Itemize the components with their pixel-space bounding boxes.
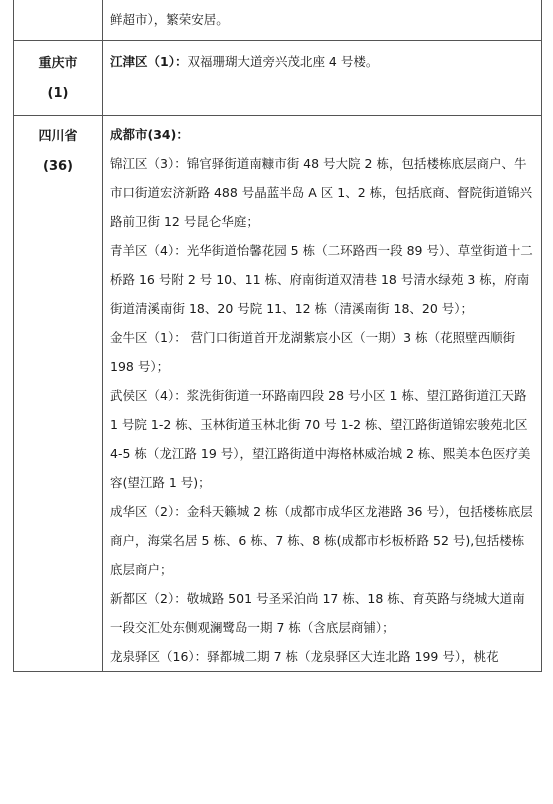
area-paragraph — [110, 47, 535, 76]
table-row — [14, 116, 542, 672]
area-text: 青羊区（4）：光华街道怡馨花园 5 栋（二环路西一段 89 号）、草堂街道十二桥路 16 号附 2 号 10、11 栋、府南街道双清巷 18 号清水绿苑 3 栋，府南街道清溪南街 18、20 号院 11、12 栋（清溪南街 18、20 号）； — [110, 243, 533, 316]
area-text: 武侯区（4）：浆洗街街道一环路南四段 28 号小区 1 栋、望江路街道江天路 1 号院 1-2 栋、玉林街道玉林北街 70 号 1-2 栋、望江路街道锦宏骏苑北区 4-5 栋（龙江路 19 号），望江路街道中海格林威治城 2 栋、熙美本色医疗美容(望江路 1 号)； — [110, 388, 531, 490]
province-name: 重庆市 — [38, 56, 78, 71]
area-text: 锦江区（3）：锦官驿街道南糠市街 48 号大院 2 栋，包括楼栋底层商户、牛市口街道宏济新路 488 号晶蓝半岛 A 区 1、2 栋，包括底商、督院街道锦兴路前卫街 12 号昆仑华庭； — [110, 156, 533, 229]
province-cell — [14, 41, 103, 116]
area-paragraph — [110, 381, 535, 497]
area-paragraph — [110, 642, 535, 671]
province-count: (1) — [47, 86, 69, 101]
area-paragraph — [110, 497, 535, 584]
city-heading — [110, 120, 535, 149]
area-cell — [103, 41, 542, 116]
district-label: 江津区（1）： — [110, 54, 188, 69]
table-row — [14, 0, 542, 41]
area-paragraph — [110, 236, 535, 323]
risk-area-table — [13, 0, 542, 672]
table-row — [14, 41, 542, 116]
area-text: 双福珊瑚大道旁兴茂北座 4 号楼。 — [187, 54, 379, 69]
province-cell — [14, 116, 103, 672]
province-count: (36) — [43, 159, 73, 174]
area-cell — [103, 116, 542, 672]
area-text: 龙泉驿区（16）：驿都城二期 7 栋（龙泉驿区大连北路 199 号），桃花 — [110, 649, 499, 664]
area-text: 鲜超市），繁荣安居。 — [110, 12, 229, 27]
area-paragraph — [110, 323, 535, 381]
area-paragraph — [110, 5, 535, 34]
province-cell — [14, 0, 103, 41]
area-text: 金牛区（1）： 营门口街道首开龙湖紫宸小区（一期）3 栋（花照壁西顺街 198 号）； — [110, 330, 516, 374]
area-paragraph — [110, 149, 535, 236]
province-name: 四川省 — [38, 129, 78, 144]
area-text: 成华区（2）：金科天籁城 2 栋（成都市成华区龙港路 36 号），包括楼栋底层商户，海棠名居 5 栋、6 栋、7 栋、8 栋(成都市杉板桥路 52 号),包括楼栋底层商户； — [110, 504, 533, 577]
area-text: 新都区（2）：敬城路 501 号圣采泊尚 17 栋、18 栋、育英路与绕城大道南一段交汇处东侧观澜鹭岛一期 7 栋（含底层商铺）； — [110, 591, 525, 635]
city-label: 成都市(34)： — [110, 127, 189, 142]
area-paragraph — [110, 584, 535, 642]
area-cell — [103, 0, 542, 41]
